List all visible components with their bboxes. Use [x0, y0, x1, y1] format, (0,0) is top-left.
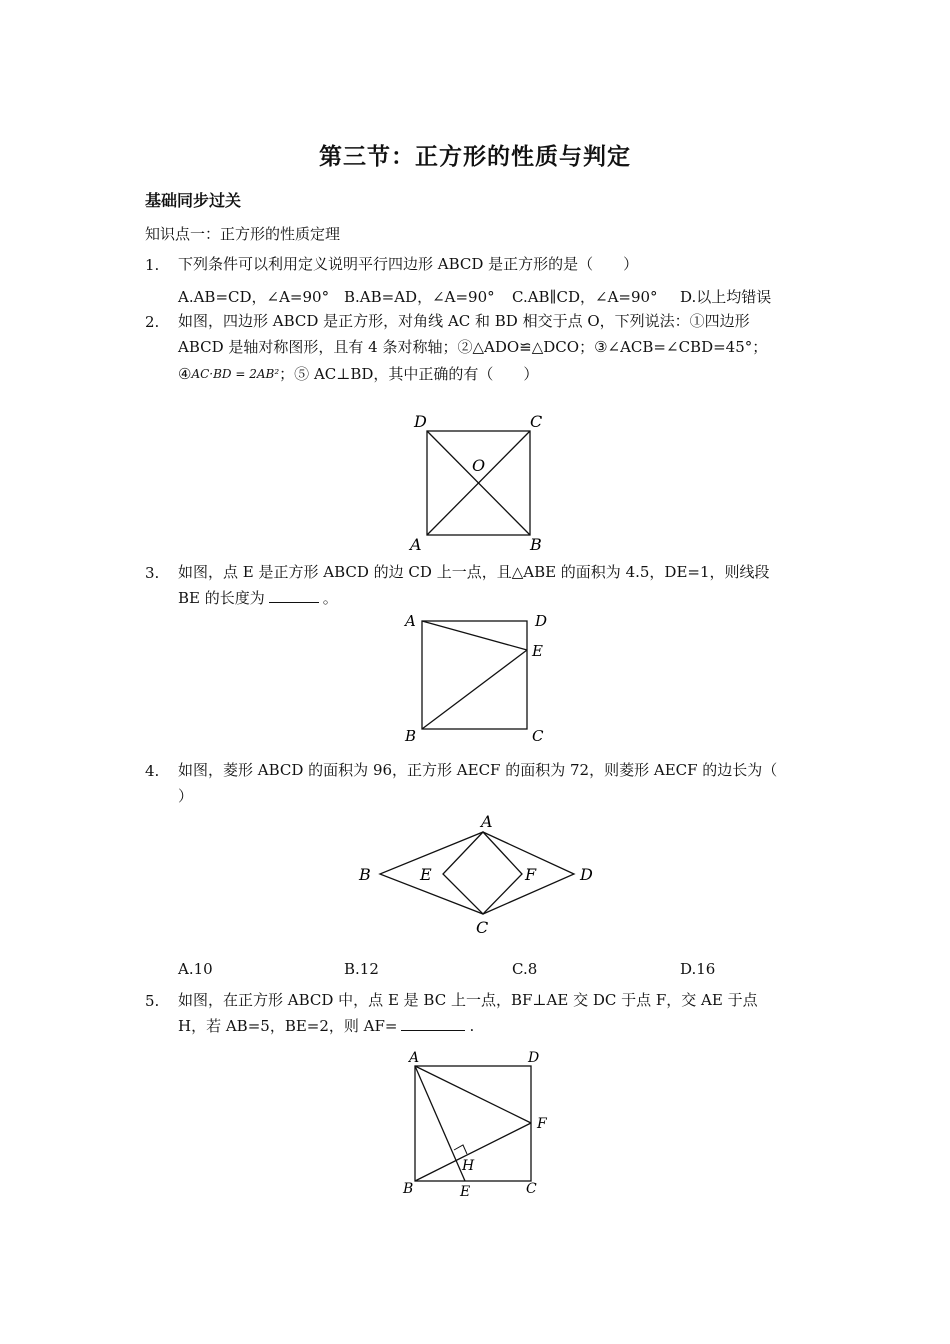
q3-line2-pre: BE 的长度为: [178, 589, 265, 607]
q5-number: 5.: [145, 992, 160, 1010]
q1-option-b: B.AB=AD，∠A=90°: [344, 288, 495, 306]
q2-line2: ABCD 是轴对称图形，且有 4 条对称轴；②△ADO≌△DCO；③∠ACB=∠CBD=45°；: [178, 338, 768, 356]
q4-option-a: A.10: [178, 960, 213, 978]
q5-line2: [178, 1014, 474, 1038]
label-d: D: [528, 1050, 540, 1066]
square-abcd: [422, 621, 527, 729]
q3-number: 3.: [145, 564, 160, 582]
label-e: E: [420, 865, 432, 884]
q2-formula: AC·BD = 2AB²: [191, 367, 280, 381]
q2-line3-post: ；⑤ AC⊥BD，其中正确的有（ ）: [279, 365, 539, 383]
q2-line1: 如图，四边形 ABCD 是正方形，对角线 AC 和 BD 相交于点 O，下列说法：①四边形: [178, 312, 750, 330]
q1-number: 1.: [145, 256, 160, 274]
q4-option-c: C.8: [512, 960, 538, 978]
q3-line2-post: 。: [322, 589, 338, 607]
q1-option-d: D.以上均错误: [680, 288, 772, 306]
q1-option-c: C.AB∥CD，∠A=90°: [512, 288, 658, 306]
q3-line2: [178, 586, 338, 610]
q1-option-a: A.AB=CD，∠A=90°: [178, 288, 330, 306]
label-h: H: [462, 1158, 475, 1174]
segment-af: [415, 1066, 531, 1123]
label-b: B: [405, 727, 417, 745]
label-c: C: [532, 727, 544, 745]
label-a: A: [481, 812, 493, 831]
answer-blank: [401, 1015, 465, 1031]
q2-number: 2.: [145, 313, 160, 331]
page-title: 第三节：正方形的性质与判定: [319, 144, 631, 170]
label-e: E: [532, 642, 543, 660]
q5-figure: [398, 1046, 558, 1206]
segment-be: [422, 650, 527, 729]
section-heading: 基础同步过关: [145, 191, 242, 210]
label-b: B: [530, 535, 542, 554]
label-a: A: [405, 612, 416, 630]
q5-line2-pre: H，若 AB=5，BE=2，则 AF=: [178, 1017, 398, 1035]
label-a: A: [409, 1050, 420, 1066]
q1-text: 下列条件可以利用定义说明平行四边形 ABCD 是正方形的是（ ）: [178, 255, 639, 273]
right-angle-mark: [454, 1145, 467, 1154]
q2-figure: [400, 405, 560, 555]
rhombus-abcd: [380, 832, 574, 914]
label-b: B: [359, 865, 371, 884]
q3-line1: 如图，点 E 是正方形 ABCD 的边 CD 上一点，且△ABE 的面积为 4.5，DE=1，则线段: [178, 563, 770, 581]
label-o: O: [472, 456, 486, 475]
q4-line1: 如图，菱形 ABCD 的面积为 96，正方形 AECF 的面积为 72，则菱形 AECF 的边长为（: [178, 761, 778, 779]
label-d: D: [414, 412, 427, 431]
label-f: F: [537, 1116, 547, 1132]
q2-line3-pre: ④: [178, 365, 192, 383]
q3-figure: [398, 608, 558, 748]
knowledge-point: 知识点一：正方形的性质定理: [145, 225, 341, 243]
q5-line1: 如图，在正方形 ABCD 中，点 E 是 BC 上一点，BF⊥AE 交 DC 于点 F，交 AE 于点: [178, 991, 758, 1009]
label-d: D: [535, 612, 548, 630]
label-c: C: [476, 918, 489, 937]
label-a: A: [410, 535, 422, 554]
q4-option-d: D.16: [680, 960, 716, 978]
q5-line2-post: .: [469, 1017, 475, 1035]
label-d: D: [580, 865, 593, 884]
segment-ae: [422, 621, 527, 650]
answer-blank: [269, 587, 319, 603]
q4-line2: ）: [178, 787, 194, 805]
label-c: C: [526, 1181, 537, 1197]
q4-number: 4.: [145, 762, 160, 780]
label-f: F: [525, 865, 537, 884]
q4-option-b: B.12: [344, 960, 379, 978]
q2-line3: [178, 362, 538, 386]
segment-ae: [415, 1066, 465, 1181]
label-e: E: [460, 1184, 471, 1200]
label-b: B: [403, 1181, 414, 1197]
label-c: C: [530, 412, 543, 431]
q4-figure: [350, 808, 610, 940]
